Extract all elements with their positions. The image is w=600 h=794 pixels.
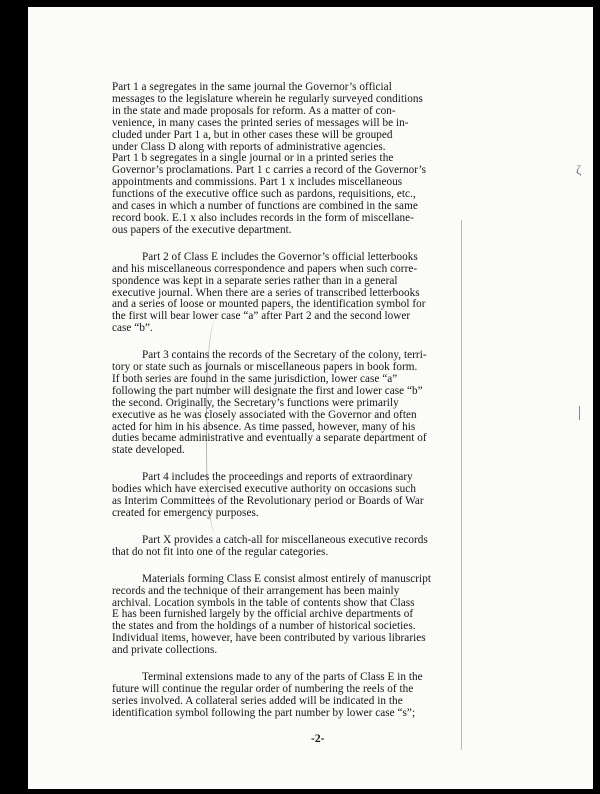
margin-mark: ζ — [576, 162, 582, 177]
text-line: E has been furnished largely by the official archive departments of — [112, 608, 414, 621]
text-line: spondence was kept in a separate series rather than in a general — [112, 274, 398, 287]
text-line: tory or state such as journals or miscellaneous papers in book form. — [112, 361, 418, 374]
paragraph-part-2 — [112, 252, 542, 335]
text-line: and private collections. — [112, 644, 218, 657]
paragraph-part-1 — [112, 82, 542, 237]
text-line: messages to the legislature wherein he regularly surveyed conditions — [112, 92, 423, 105]
body-text — [112, 82, 542, 735]
text-line: created for emergency purposes. — [112, 507, 259, 519]
text-line: following the part number will designate the first and lower case “b” — [112, 384, 423, 397]
text-line: cluded under Part 1 a, but in other cases these will be grouped — [112, 128, 393, 141]
margin-tick — [579, 406, 580, 420]
page-number: -2- — [311, 733, 325, 745]
text-line: appointments and commissions. Part 1 x includes miscellaneous — [112, 176, 403, 189]
text-line: the first will bear lower case “a” after Part 2 and the second lower — [112, 310, 411, 323]
paragraph-part-x — [112, 535, 542, 559]
text-line: bodies which have exercised executive authority on occasions such — [112, 483, 416, 496]
text-line: duties became administrative and eventually a separate department of — [112, 432, 427, 445]
text-line: Part 1 a segregates in the same journal the Governor’s official — [112, 81, 392, 93]
text-line: future will continue the regular order of numbering the reels of the — [112, 682, 414, 695]
paragraph-terminal-extensions — [112, 672, 542, 720]
text-line: Part X provides a catch-all for miscellaneous executive records — [142, 533, 428, 546]
text-line: Part 2 of Class E includes the Governor’s official letterbooks — [142, 250, 418, 263]
text-line: Materials forming Class E consist almost entirely of manuscript — [142, 572, 431, 585]
text-line: the second. Originally, the Secretary’s functions were primarily — [112, 396, 399, 409]
text-line: executive journal. When there are a series of transcribed letterbooks — [112, 286, 420, 299]
text-line: Part 4 includes the proceedings and reports of extraordinary — [142, 471, 413, 484]
text-line: executive as he was closely associated with the Governor and often — [112, 408, 417, 421]
text-line: Part 3 contains the records of the Secretary of the colony, terri- — [142, 349, 427, 362]
text-line: as Interim Committees of the Revolutionary period or Boards of War — [112, 495, 424, 508]
text-line: the states and from the holdings of a number of historical societies. — [112, 620, 416, 633]
text-line: that do not fit into one of the regular categories. — [112, 545, 329, 558]
paragraph-part-3 — [112, 350, 542, 457]
text-line: Terminal extensions made to any of the parts of Class E in the — [142, 671, 423, 684]
text-line: and his miscellaneous correspondence and papers when such corre- — [112, 262, 418, 275]
text-line: and cases in which a number of functions are combined in the same — [112, 200, 418, 213]
text-line: and a series of loose or mounted papers, the identification symbol for — [112, 298, 426, 311]
text-line: venience, in many cases the printed series of messages will be in- — [112, 116, 409, 129]
text-line: series involved. A collateral series added will be indicated in the — [112, 694, 403, 707]
text-line: record book. E.1 x also includes records in the form of miscellane- — [112, 211, 414, 224]
text-line: archival. Location symbols in the table of contents show that Class — [112, 596, 415, 609]
text-line: in the state and made proposals for reform. As a matter of con- — [112, 104, 396, 117]
text-line: records and the technique of their arrangement has been mainly — [112, 584, 400, 597]
paragraph-materials — [112, 574, 542, 657]
text-line: ous papers of the executive department. — [112, 223, 292, 236]
text-line: identification symbol following the part number by lower case “s”; — [112, 706, 416, 719]
paragraph-part-4 — [112, 472, 542, 520]
text-line: state developed. — [112, 444, 185, 457]
text-line: Individual items, however, have been contributed by various libraries — [112, 632, 426, 645]
text-line: functions of the executive office such as pardons, requisitions, etc., — [112, 188, 416, 201]
text-line: Part 1 b segregates in a single journal or in a printed series the — [112, 152, 394, 165]
text-line: If both series are found in the same jurisdiction, lower case “a” — [112, 372, 398, 385]
text-line: under Class D along with reports of administrative agencies. — [112, 140, 386, 153]
text-line: acted for him in his absence. As time passed, however, many of his — [112, 420, 416, 433]
text-line: Governor’s proclamations. Part 1 c carries a record of the Governor’s — [112, 164, 427, 177]
text-line: case “b”. — [112, 322, 153, 335]
